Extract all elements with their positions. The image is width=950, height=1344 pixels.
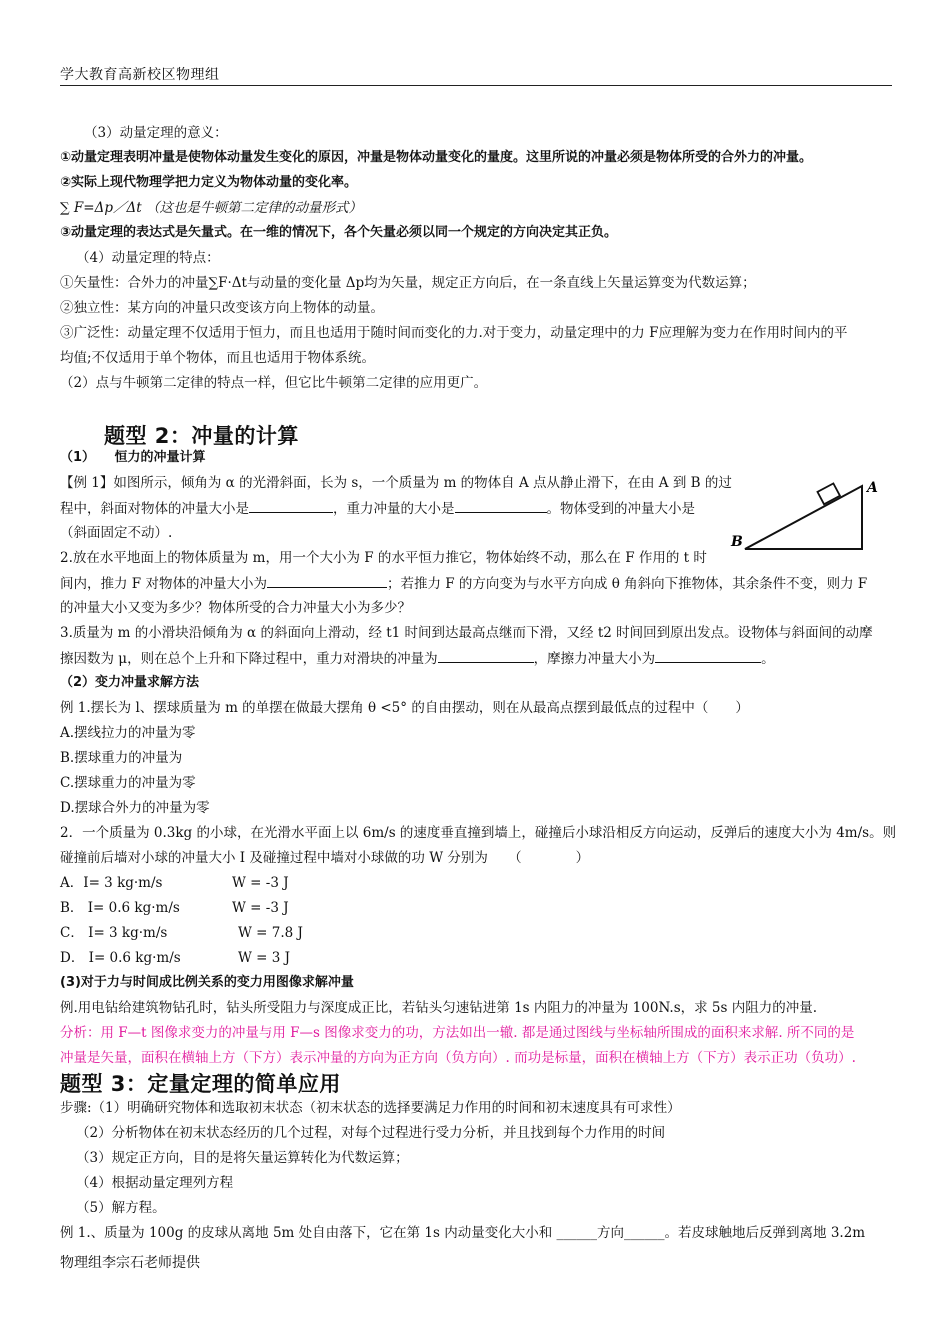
answer-blank[interactable] <box>455 498 547 513</box>
text-line: （2）点与牛顿第二定律的特点一样，但它比牛顿第二定律的应用更广。 <box>60 375 488 391</box>
text-line: ②实际上现代物理学把力定义为物体动量的变化率。 <box>60 175 358 190</box>
incline-diagram <box>728 478 888 558</box>
step-line: （4）根据动量定理列方程 <box>76 1175 234 1191</box>
subheading: (3)对于力与时间成比例关系的变力用图像求解冲量 <box>60 975 354 990</box>
incline-triangle <box>745 486 862 549</box>
answer-d: D． I= 0.6 kg·m/s <box>60 950 181 966</box>
option-a: A.摆线拉力的冲量为零 <box>60 725 196 741</box>
analysis-line: 分析：用 F—t 图像求变力的冲量与用 F—s 图像求变力的功，方法如出一辙. 都是通过图线与坐标轴所围成的面积来求解. 所不同的是 <box>60 1025 855 1041</box>
text-line: （4）动量定理的特点： <box>76 250 220 266</box>
question-line: 擦因数为 μ，则在总个上升和下降过程中，重力对滑块的冲量为 ，摩擦力冲量大小为 。 <box>60 648 775 669</box>
page-header: 学大教育高新校区物理组 <box>60 67 220 83</box>
label-b: B <box>731 534 743 550</box>
step-line: （3）规定正方向，目的是将矢量运算转化为代数运算； <box>76 1150 409 1166</box>
question-line: 2.放在水平地面上的物体质量为 m，用一个大小为 F 的水平恒力推它，物体始终不动，那么在 F 作用的 t 时 <box>60 550 707 566</box>
example-line: （斜面固定不动）. <box>60 525 173 541</box>
analysis-line: 冲量是矢量，面积在横轴上方（下方）表示冲量的方向为正方向（负方向）. 而功是标量，面积在横轴上方（下方）表示正功（负功）. <box>60 1050 856 1066</box>
header-rule <box>60 85 892 86</box>
block-on-incline <box>817 483 839 504</box>
subheading: （1） 恒力的冲量计算 <box>60 450 206 465</box>
answer-blank[interactable] <box>438 648 534 663</box>
option-c: C.摆球重力的冲量为零 <box>60 775 196 791</box>
text-line: ①动量定理表明冲量是使物体动量发生变化的原因，冲量是物体动量变化的量度。这里所说的冲量必须是物体所受的合外力的冲量。 <box>60 150 813 165</box>
answer-a: A．I= 3 kg·m/s <box>60 875 163 891</box>
answer-d-work: W = 3 J <box>238 950 291 966</box>
answer-a-work: W = -3 J <box>232 875 289 891</box>
answer-c: C． I= 3 kg·m/s <box>60 925 168 941</box>
option-d: D.摆球合外力的冲量为零 <box>60 800 210 816</box>
answer-b: B． I= 0.6 kg·m/s <box>60 900 180 916</box>
text-line: ①矢量性：合外力的冲量∑F·Δt与动量的变化量 Δp均为矢量，规定正方向后，在一条直线上矢量运算变为代数运算； <box>60 275 756 291</box>
example-line: 例.用电钻给建筑物钻孔时，钻头所受阻力与深度成正比，若钻头匀速钻进第 1s 内阻力的冲量为 100N.s，求 5s 内阻力的冲量. <box>60 1000 818 1016</box>
subheading: （2）变力冲量求解方法 <box>60 675 200 690</box>
answer-b-work: W = -3 J <box>232 900 289 916</box>
option-b: B.摆球重力的冲量为 <box>60 750 183 766</box>
answer-blank[interactable] <box>249 498 333 513</box>
text-line: （3）动量定理的意义： <box>84 125 228 141</box>
question-line: 2．一个质量为 0.3kg 的小球，在光滑水平面上以 6m/s 的速度垂直撞到墙上，碰撞后小球沿相反方向运动，反弹后的速度大小为 4m/s。则 <box>60 825 897 841</box>
question-line: 间内，推力 F 对物体的冲量大小为 ；若推力 F 的方向变为与水平方向成 θ 角斜向下推物体，其余条件不变，则力 F <box>60 573 867 594</box>
example-line: 例 1.、质量为 100g 的皮球从离地 5m 处自由落下，它在第 1s 内动量变化大小和 ______方向______。若皮球触地后反弹到离地 3.2m <box>60 1225 866 1241</box>
example-line: 【例 1】如图所示，倾角为 α 的光滑斜面，长为 s，一个质量为 m 的物体自 A 点从静止滑下，在由 A 到 B 的过 <box>60 475 732 491</box>
question-line: 碰撞前后墙对小球的冲量大小 I 及碰撞过程中墙对小球做的功 W 分别为 （ ） <box>60 850 590 866</box>
text-line: ③动量定理的表达式是矢量式。在一维的情况下，各个矢量必须以同一个规定的方向决定其正负。 <box>60 225 618 240</box>
step-line: （5）解方程。 <box>76 1200 166 1216</box>
answer-blank[interactable] <box>655 648 761 663</box>
section-3-title: 题型 3：定量定理的简单应用 <box>60 1072 341 1096</box>
formula-line: ∑ F=Δp／Δt （这也是牛顿第二定律的动量形式） <box>60 200 362 216</box>
text-line: 均值;不仅适用于单个物体，而且也适用于物体系统。 <box>60 350 376 366</box>
text-line: ③广泛性：动量定理不仅适用于恒力，而且也适用于随时间而变化的力.对于变力，动量定理中的力 F应理解为变力在作用时间内的平 <box>60 325 848 341</box>
page-footer: 物理组李宗石老师提供 <box>60 1255 200 1271</box>
example-line: 程中，斜面对物体的冲量大小是 ，重力冲量的大小是 。物体受到的冲量大小是 <box>60 498 695 519</box>
step-line: 步骤:（1）明确研究物体和选取初末状态（初末状态的选择要满足力作用的时间和初末速度具有可求性） <box>60 1100 681 1116</box>
question-line: 3.质量为 m 的小滑块沿倾角为 α 的斜面向上滑动，经 t1 时间到达最高点继而下滑，又经 t2 时间回到原出发点。设物体与斜面间的动摩 <box>60 625 873 641</box>
question-line: 例 1.摆长为 l、摆球质量为 m 的单摆在做最大摆角 θ <5° 的自由摆动，则在从最高点摆到最低点的过程中（ ） <box>60 700 749 716</box>
answer-c-work: W = 7.8 J <box>238 925 303 941</box>
label-a: A <box>867 480 878 496</box>
answer-blank[interactable] <box>267 573 387 588</box>
section-2-title: 题型 2：冲量的计算 <box>104 424 299 448</box>
text-line: ②独立性：某方向的冲量只改变该方向上物体的动量。 <box>60 300 384 316</box>
step-line: （2）分析物体在初末状态经历的几个过程，对每个过程进行受力分析，并且找到每个力作用的时间 <box>76 1125 666 1141</box>
question-line: 的冲量大小又变为多少？物体所受的合力冲量大小为多少？ <box>60 600 411 616</box>
